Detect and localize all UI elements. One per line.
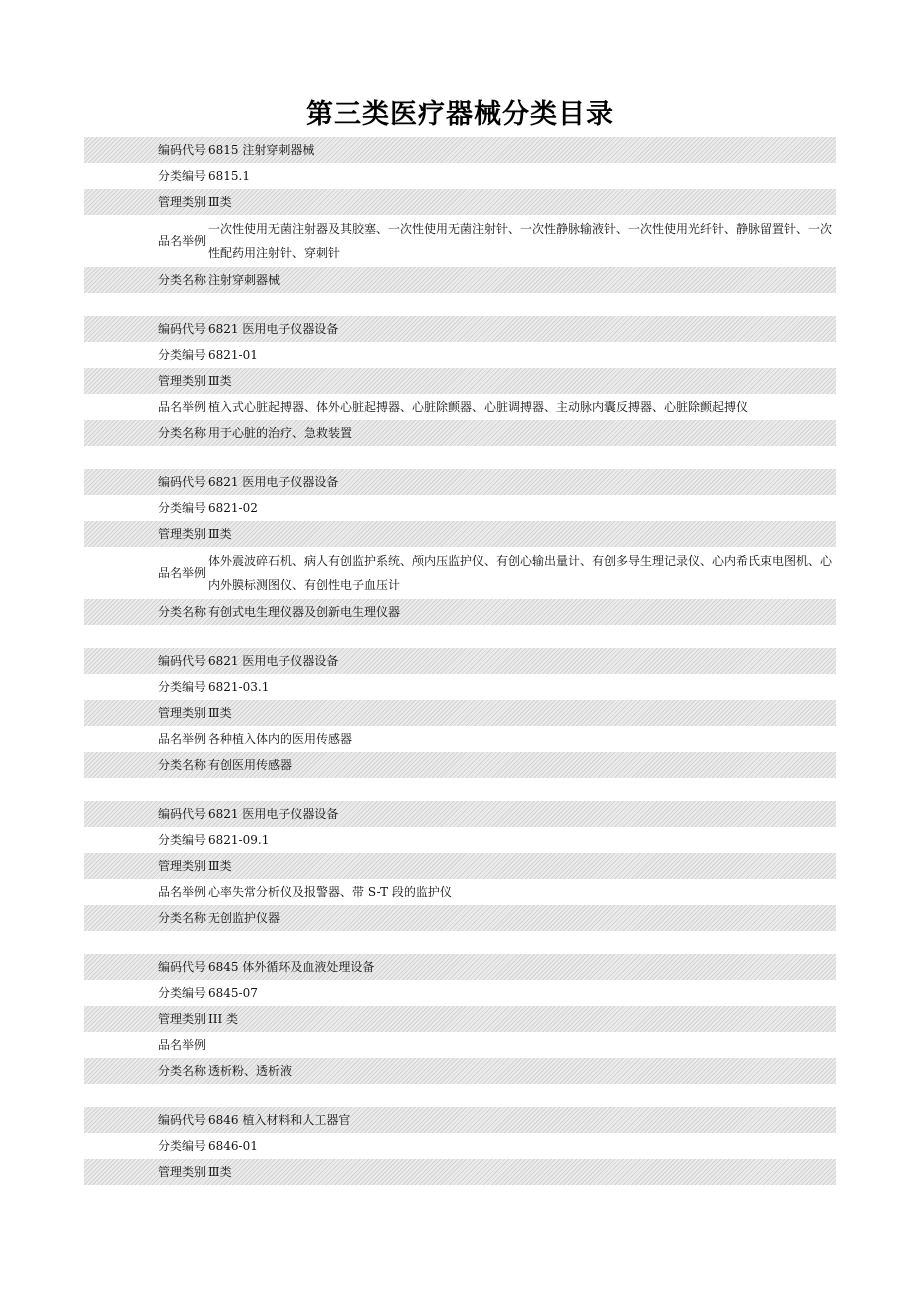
examples-label: 品名举例 xyxy=(158,400,207,414)
class-name-value: 注射穿刺器械 xyxy=(208,273,281,287)
code-value: 6845 体外循环及血液处理设备 xyxy=(208,960,375,974)
class-name-value: 用于心脏的治疗、急救装置 xyxy=(208,426,353,440)
catalog-record xyxy=(84,1107,836,1185)
code-value: 6821 医用电子仪器设备 xyxy=(208,807,339,821)
examples-row xyxy=(84,394,836,420)
class-no-label: 分类编号 xyxy=(158,1139,207,1153)
mgmt-value: Ⅲ类 xyxy=(208,1165,232,1179)
class-no-row xyxy=(84,1133,836,1159)
class-no-value: 6815.1 xyxy=(208,169,251,183)
mgmt-row xyxy=(84,853,836,879)
examples-label: 品名举例 xyxy=(158,732,207,746)
class-name-label: 分类名称 xyxy=(158,426,207,440)
mgmt-label: 管理类别 xyxy=(158,706,207,720)
code-row xyxy=(84,801,836,827)
class-name-label: 分类名称 xyxy=(158,605,207,619)
examples-value: 体外震波碎石机、病人有创监护系统、颅内压监护仪、有创心输出量计、有创多导生理记录仪、心内希氏束电图机、心内外膜标测图仪、有创性电子血压计 xyxy=(208,554,833,592)
mgmt-row xyxy=(84,521,836,547)
class-no-label: 分类编号 xyxy=(158,986,207,1000)
class-no-value: 6821-02 xyxy=(208,501,258,515)
class-name-row xyxy=(84,599,836,625)
examples-label: 品名举例 xyxy=(158,566,207,580)
class-no-value: 6821-01 xyxy=(208,348,258,362)
class-name-row xyxy=(84,267,836,293)
class-no-label: 分类编号 xyxy=(158,169,207,183)
mgmt-label: 管理类别 xyxy=(158,1165,207,1179)
catalog-record xyxy=(84,316,836,446)
class-name-label: 分类名称 xyxy=(158,273,207,287)
mgmt-label: 管理类别 xyxy=(158,859,207,873)
document-title: 第三类医疗器械分类目录 xyxy=(306,99,614,130)
class-name-row xyxy=(84,752,836,778)
mgmt-value: III 类 xyxy=(208,1012,239,1026)
mgmt-value: Ⅲ类 xyxy=(208,527,232,541)
class-no-label: 分类编号 xyxy=(158,501,207,515)
class-name-label: 分类名称 xyxy=(158,1064,207,1078)
examples-value: 植入式心脏起搏器、体外心脏起搏器、心脏除颤器、心脏调搏器、主动脉内囊反搏器、心脏除颤起搏仪 xyxy=(208,400,749,414)
class-no-row xyxy=(84,827,836,853)
code-value: 6821 医用电子仪器设备 xyxy=(208,475,339,489)
class-name-value: 无创监护仪器 xyxy=(208,911,281,925)
code-label: 编码代号 xyxy=(158,1113,207,1127)
class-name-row xyxy=(84,420,836,446)
class-no-row xyxy=(84,495,836,521)
code-value: 6815 注射穿刺器械 xyxy=(208,143,315,157)
class-no-value: 6821-09.1 xyxy=(208,833,270,847)
code-row xyxy=(84,316,836,342)
code-value: 6821 医用电子仪器设备 xyxy=(208,654,339,668)
mgmt-value: Ⅲ类 xyxy=(208,859,232,873)
class-no-row xyxy=(84,342,836,368)
examples-row xyxy=(84,215,836,267)
catalog-record xyxy=(84,469,836,625)
code-row xyxy=(84,1107,836,1133)
code-row xyxy=(84,469,836,495)
class-no-label: 分类编号 xyxy=(158,833,207,847)
mgmt-label: 管理类别 xyxy=(158,527,207,541)
code-label: 编码代号 xyxy=(158,322,207,336)
mgmt-value: Ⅲ类 xyxy=(208,195,232,209)
examples-row xyxy=(84,879,836,905)
class-no-row xyxy=(84,980,836,1006)
mgmt-row xyxy=(84,1159,836,1185)
code-label: 编码代号 xyxy=(158,475,207,489)
mgmt-value: Ⅲ类 xyxy=(208,374,232,388)
class-no-value: 6821-03.1 xyxy=(208,680,270,694)
mgmt-value: Ⅲ类 xyxy=(208,706,232,720)
examples-value: 心率失常分析仪及报警器、带 S-T 段的监护仪 xyxy=(208,885,452,899)
catalog-record xyxy=(84,137,836,293)
examples-row xyxy=(84,726,836,752)
code-label: 编码代号 xyxy=(158,143,207,157)
catalog-record xyxy=(84,801,836,931)
examples-label: 品名举例 xyxy=(158,885,207,899)
code-label: 编码代号 xyxy=(158,960,207,974)
catalog-record xyxy=(84,648,836,778)
mgmt-label: 管理类别 xyxy=(158,374,207,388)
examples-value: 各种植入体内的医用传感器 xyxy=(208,732,353,746)
mgmt-label: 管理类别 xyxy=(158,1012,207,1026)
class-name-value: 有创式电生理仪器及创新电生理仪器 xyxy=(208,605,401,619)
class-no-value: 6845-07 xyxy=(208,986,258,1000)
examples-label: 品名举例 xyxy=(158,1038,207,1052)
class-no-label: 分类编号 xyxy=(158,680,207,694)
catalog-record xyxy=(84,954,836,1084)
mgmt-row xyxy=(84,700,836,726)
code-value: 6821 医用电子仪器设备 xyxy=(208,322,339,336)
mgmt-row xyxy=(84,1006,836,1032)
examples-row xyxy=(84,547,836,599)
catalog-table xyxy=(84,137,836,1208)
class-name-row xyxy=(84,905,836,931)
class-no-row xyxy=(84,674,836,700)
examples-value: 一次性使用无菌注射器及其胶塞、一次性使用无菌注射针、一次性静脉输液针、一次性使用光纤针、静脉留置针、一次性配药用注射针、穿刺针 xyxy=(208,222,833,260)
class-name-label: 分类名称 xyxy=(158,758,207,772)
class-name-label: 分类名称 xyxy=(158,911,207,925)
class-no-row xyxy=(84,163,836,189)
mgmt-label: 管理类别 xyxy=(158,195,207,209)
code-row xyxy=(84,137,836,163)
mgmt-row xyxy=(84,368,836,394)
code-value: 6846 植入材料和人工器官 xyxy=(208,1113,351,1127)
mgmt-row xyxy=(84,189,836,215)
code-label: 编码代号 xyxy=(158,807,207,821)
class-no-value: 6846-01 xyxy=(208,1139,258,1153)
class-name-row xyxy=(84,1058,836,1084)
class-name-value: 透析粉、透析液 xyxy=(208,1064,293,1078)
examples-label: 品名举例 xyxy=(158,234,207,248)
code-row xyxy=(84,648,836,674)
code-row xyxy=(84,954,836,980)
class-name-value: 有创医用传感器 xyxy=(208,758,293,772)
code-label: 编码代号 xyxy=(158,654,207,668)
class-no-label: 分类编号 xyxy=(158,348,207,362)
examples-row xyxy=(84,1032,836,1058)
